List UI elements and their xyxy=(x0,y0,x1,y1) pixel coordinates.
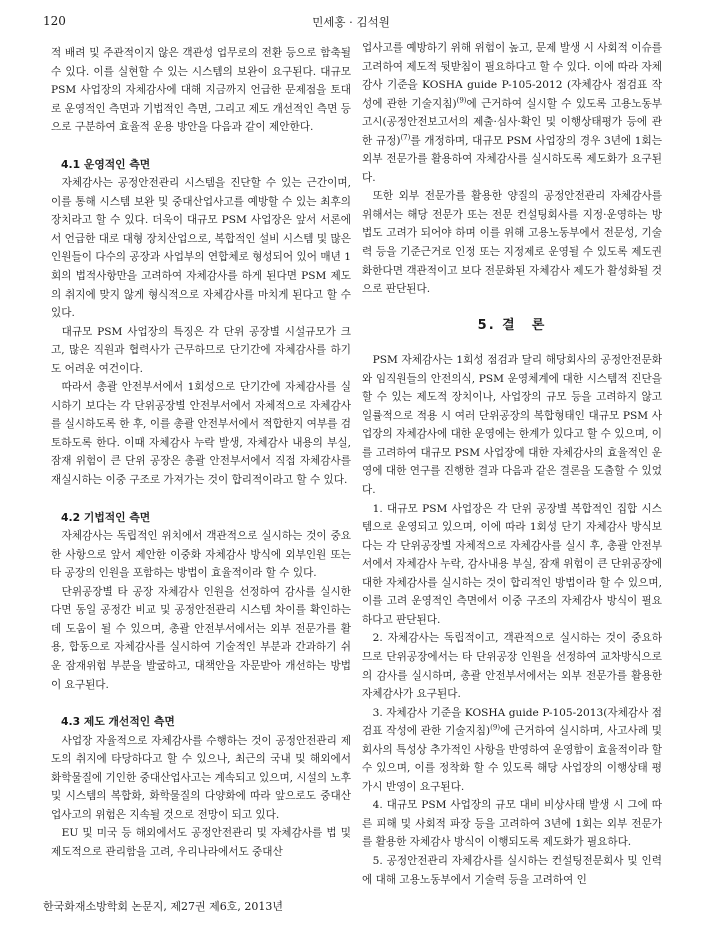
right-column xyxy=(362,39,662,889)
journal-footer: 한국화재소방학회 논문지, 제27권 제6호, 2013년 xyxy=(43,900,283,913)
paragraph: 자체감사는 독립적인 위치에서 객관적으로 실시하는 것이 중요한 사항으로 앞서 제안한 이중화 자체감사 방식에 외부인원 또는 타 공장의 인원을 포함하는 방법이 효율적이라 할 수 있다. xyxy=(51,530,351,580)
paragraph: EU 및 미국 등 해외에서도 공정안전관리 및 자체감사를 법 및 제도적으로 관리함을 고려, 우리나라에서도 중대산 xyxy=(51,827,351,858)
citation: (9) xyxy=(456,96,467,105)
paragraph-text: 를 개정하며, 대규모 PSM 사업장의 경우 3년에 1회는 외부 전문가를 활용하여 자체감사를 실시하도록 제도화가 요구된다. xyxy=(362,134,662,184)
conclusion-item: 2. 자체감사는 독립적이고, 객관적으로 실시하는 것이 중요하므로 단위공장에서는 타 단위공장 인원을 선정하여 교차방식으로의 감사를 실시하며, 총괄 안전부서에서는 외부 전문가를 활용한 자체감사가 요구된다. xyxy=(362,632,662,701)
section-heading-4-1: 4.1 운영적인 측면 xyxy=(61,157,151,171)
paragraph: 사업장 자율적으로 자체감사를 수행하는 것이 공정안전관리 제도의 취지에 타당하다고 할 수 있으나, 최근의 국내 및 해외에서 화학물질에 기인한 중대산업사고는 계속되고 있으며, 시설의 노후 및 시스템의 복합화, 화학물질의 다양화에 따라 앞으로도 중대산업사고의 위험은 지속될 것으로 전망이 되고 있다. xyxy=(51,734,351,821)
conclusion-item xyxy=(362,704,662,797)
page-number: 120 xyxy=(43,14,66,28)
citation: (7) xyxy=(400,133,411,142)
paragraph: 또한 외부 전문가를 활용한 양질의 공정안전관리 자체감사를 위해서는 해당 전문가 또는 전문 컨설팅회사를 지정·운영하는 방법도 고려가 되어야 하며 이를 위해 고용노동부에서 전문성, 기술력 등을 기준근거로 인정 또는 지정제로 운영될 수 있도록 제도권화한다면 객관적이고 보다 전문화된 자체감사 제도가 활성화될 것으로 판단된다. xyxy=(362,190,662,296)
conclusion-item: 1. 대규모 PSM 사업장은 각 단위 공장별 복합적인 집합 시스템으로 운영되고 있으며, 이에 따라 1회성 단기 자체감사 방식보다는 각 단위공장별 자체적으로 자체감사를 실시 후, 총괄 안전부서에서 자체감사 누락, 감사내용 부실, 잠재 위험이 큰 단위공장에 대한 자체감사를 실시하는 것이 합리적인 방법이라 할 수 있으며, 이를 고려 운영적인 측면에서 이중 구조의 자체감사 방식이 필요하다고 판단된다. xyxy=(362,502,662,626)
section-heading-4-3: 4.3 제도 개선적인 측면 xyxy=(61,715,175,729)
paragraph: 대규모 PSM 사업장의 특징은 각 단위 공장별 시설규모가 크고, 많은 직원과 협력사가 근무하므로 단기간에 자체감사를 하기도 어려운 여건이다. xyxy=(51,325,351,375)
paragraph: 적 배려 및 주관적이지 않은 객관성 업무로의 전환 등으로 함축될 수 있다. 이를 실현할 수 있는 시스템의 보완이 요구된다. 대규모 PSM 사업장의 자체감사에 대해 지금까지 언급한 문제점을 토대로 운영적인 측면과 기법적인 측면, 그리고 제도 개선적인 측면 등으로 구분하여 효율적 운용 방안을 다음과 같이 제안한다. xyxy=(51,47,351,134)
paragraph-text: 업사고를 예방하기 위해 위험이 높고, 문제 발생 시 사회적 이슈를 고려하여 제도적 뒷받침이 필요하다고 할 수 있다. 이에 따라 자체감사 기준을 KOSHA guide P-105-2012 (자체감사 점검표 작성에 관한 기술지침) xyxy=(362,42,662,110)
left-column xyxy=(51,44,351,861)
paragraph: 따라서 총괄 안전부서에서 1회성으로 단기간에 자체감사를 실시하기 보다는 각 단위공장별 안전부서에서 자체적으로 자체감사를 실시하도록 한 후, 이를 총괄 안전부서에서 적합한지 여부를 검토하도록 한다. 이때 자체감사 누락 발생, 자체감사 내용의 부실, 잠재 위험이 큰 단위 공장은 총괄 안전부서에서 직접 자체감사를 재실시하는 이중 구조로 가져가는 것이 합리적이라고 할 수 있다. xyxy=(51,381,351,487)
paragraph xyxy=(362,39,662,187)
paragraph-text: 에 근거하여 실시하며, 사고사례 및 회사의 특성상 추가적인 사항을 반영하여 운영함이 효율적이라 할 수 있으며, 이를 정착화 할 수 있도록 해당 사업장의 이행상태 평가시 반영이 요구된다. xyxy=(362,725,662,793)
section-heading-4-2: 4.2 기법적인 측면 xyxy=(61,510,151,524)
paragraph: 자체감사는 공정안전관리 시스템을 진단할 수 있는 근간이며, 이를 통해 시스템 보완 및 중대산업사고를 예방할 수 있는 최후의 장치라고 할 수 있다. 더욱이 대규모 PSM 사업장은 앞서 서론에서 언급한 대로 대형 장치산업으로, 복합적인 설비 시스템 및 많은 인원들이 다수의 공장과 사업부의 연합체로 형성되어 있어 매년 1회의 법적사항만을 고려하여 자체감사를 하게 된다면 PSM 제도의 취지에 맞지 않게 형식적으로 자체감사를 마치게 된다고 할 수 있다. xyxy=(51,177,351,320)
conclusion-item: 4. 대규모 PSM 사업장의 규모 대비 비상사태 발생 시 그에 따른 피해 및 사회적 파장 등을 고려하여 3년에 1회는 외부 전문가를 활용한 자체감사 방식이 이행되도록 제도화가 필요하다. xyxy=(362,799,662,849)
conclusion-item: 5. 공정안전관리 자체감사를 실시하는 컨설팅전문회사 및 인력에 대해 고용노동부에서 기술력 등을 고려하여 인 xyxy=(362,854,662,886)
paragraph: 단위공장별 타 공장 자체감사 인원을 선정하여 감사를 실시한다면 동일 공정간 비교 및 공정안전관리 시스템 차이를 확인하는데 도움이 될 수 있으며, 총괄 안전부서에서는 외부 전문가를 활용, 합동으로 자체감사를 실시하여 기술적인 부분과 간과하기 쉬운 잠재위험 부분을 발굴하고, 대책안을 자문받아 개선하는 방법이 요구된다. xyxy=(51,585,351,691)
section-heading-5: 5. 결 론 xyxy=(477,317,547,333)
running-head: 민세홍 · 김석원 xyxy=(312,15,390,29)
paragraph: PSM 자체감사는 1회성 점검과 달리 해당회사의 공정안전문화와 임직원들의 안전의식, PSM 운영체계에 대한 시스템적 진단을 할 수 있는 제도적 장치이나, 사업장의 규모 등을 고려하지 않고 일률적으로 적용 시 여러 단위공장의 복합형태인 대규모 PSM 사업장의 자체감사에 대한 운영에는 한계가 있다고 할 수 있으며, 이를 고려하여 대규모 PSM 사업장에 대한 자체감사의 효율적인 운영에 대한 연구를 진행한 결과 다음과 같은 결론을 도출할 수 있었다. xyxy=(362,354,662,497)
paragraph-text: 에 근거하여 실시할 수 있도록 고용노동부 고시(공정안전보고서의 제출·심사·확인 및 이행상태평가 등에 관한 규정) xyxy=(362,97,662,147)
paragraph-text: 3. 자체감사 기준을 KOSHA guide P-105-2013(자체감사 점검표 작성에 관한 기술지침) xyxy=(362,706,662,738)
citation: (9) xyxy=(490,723,501,732)
